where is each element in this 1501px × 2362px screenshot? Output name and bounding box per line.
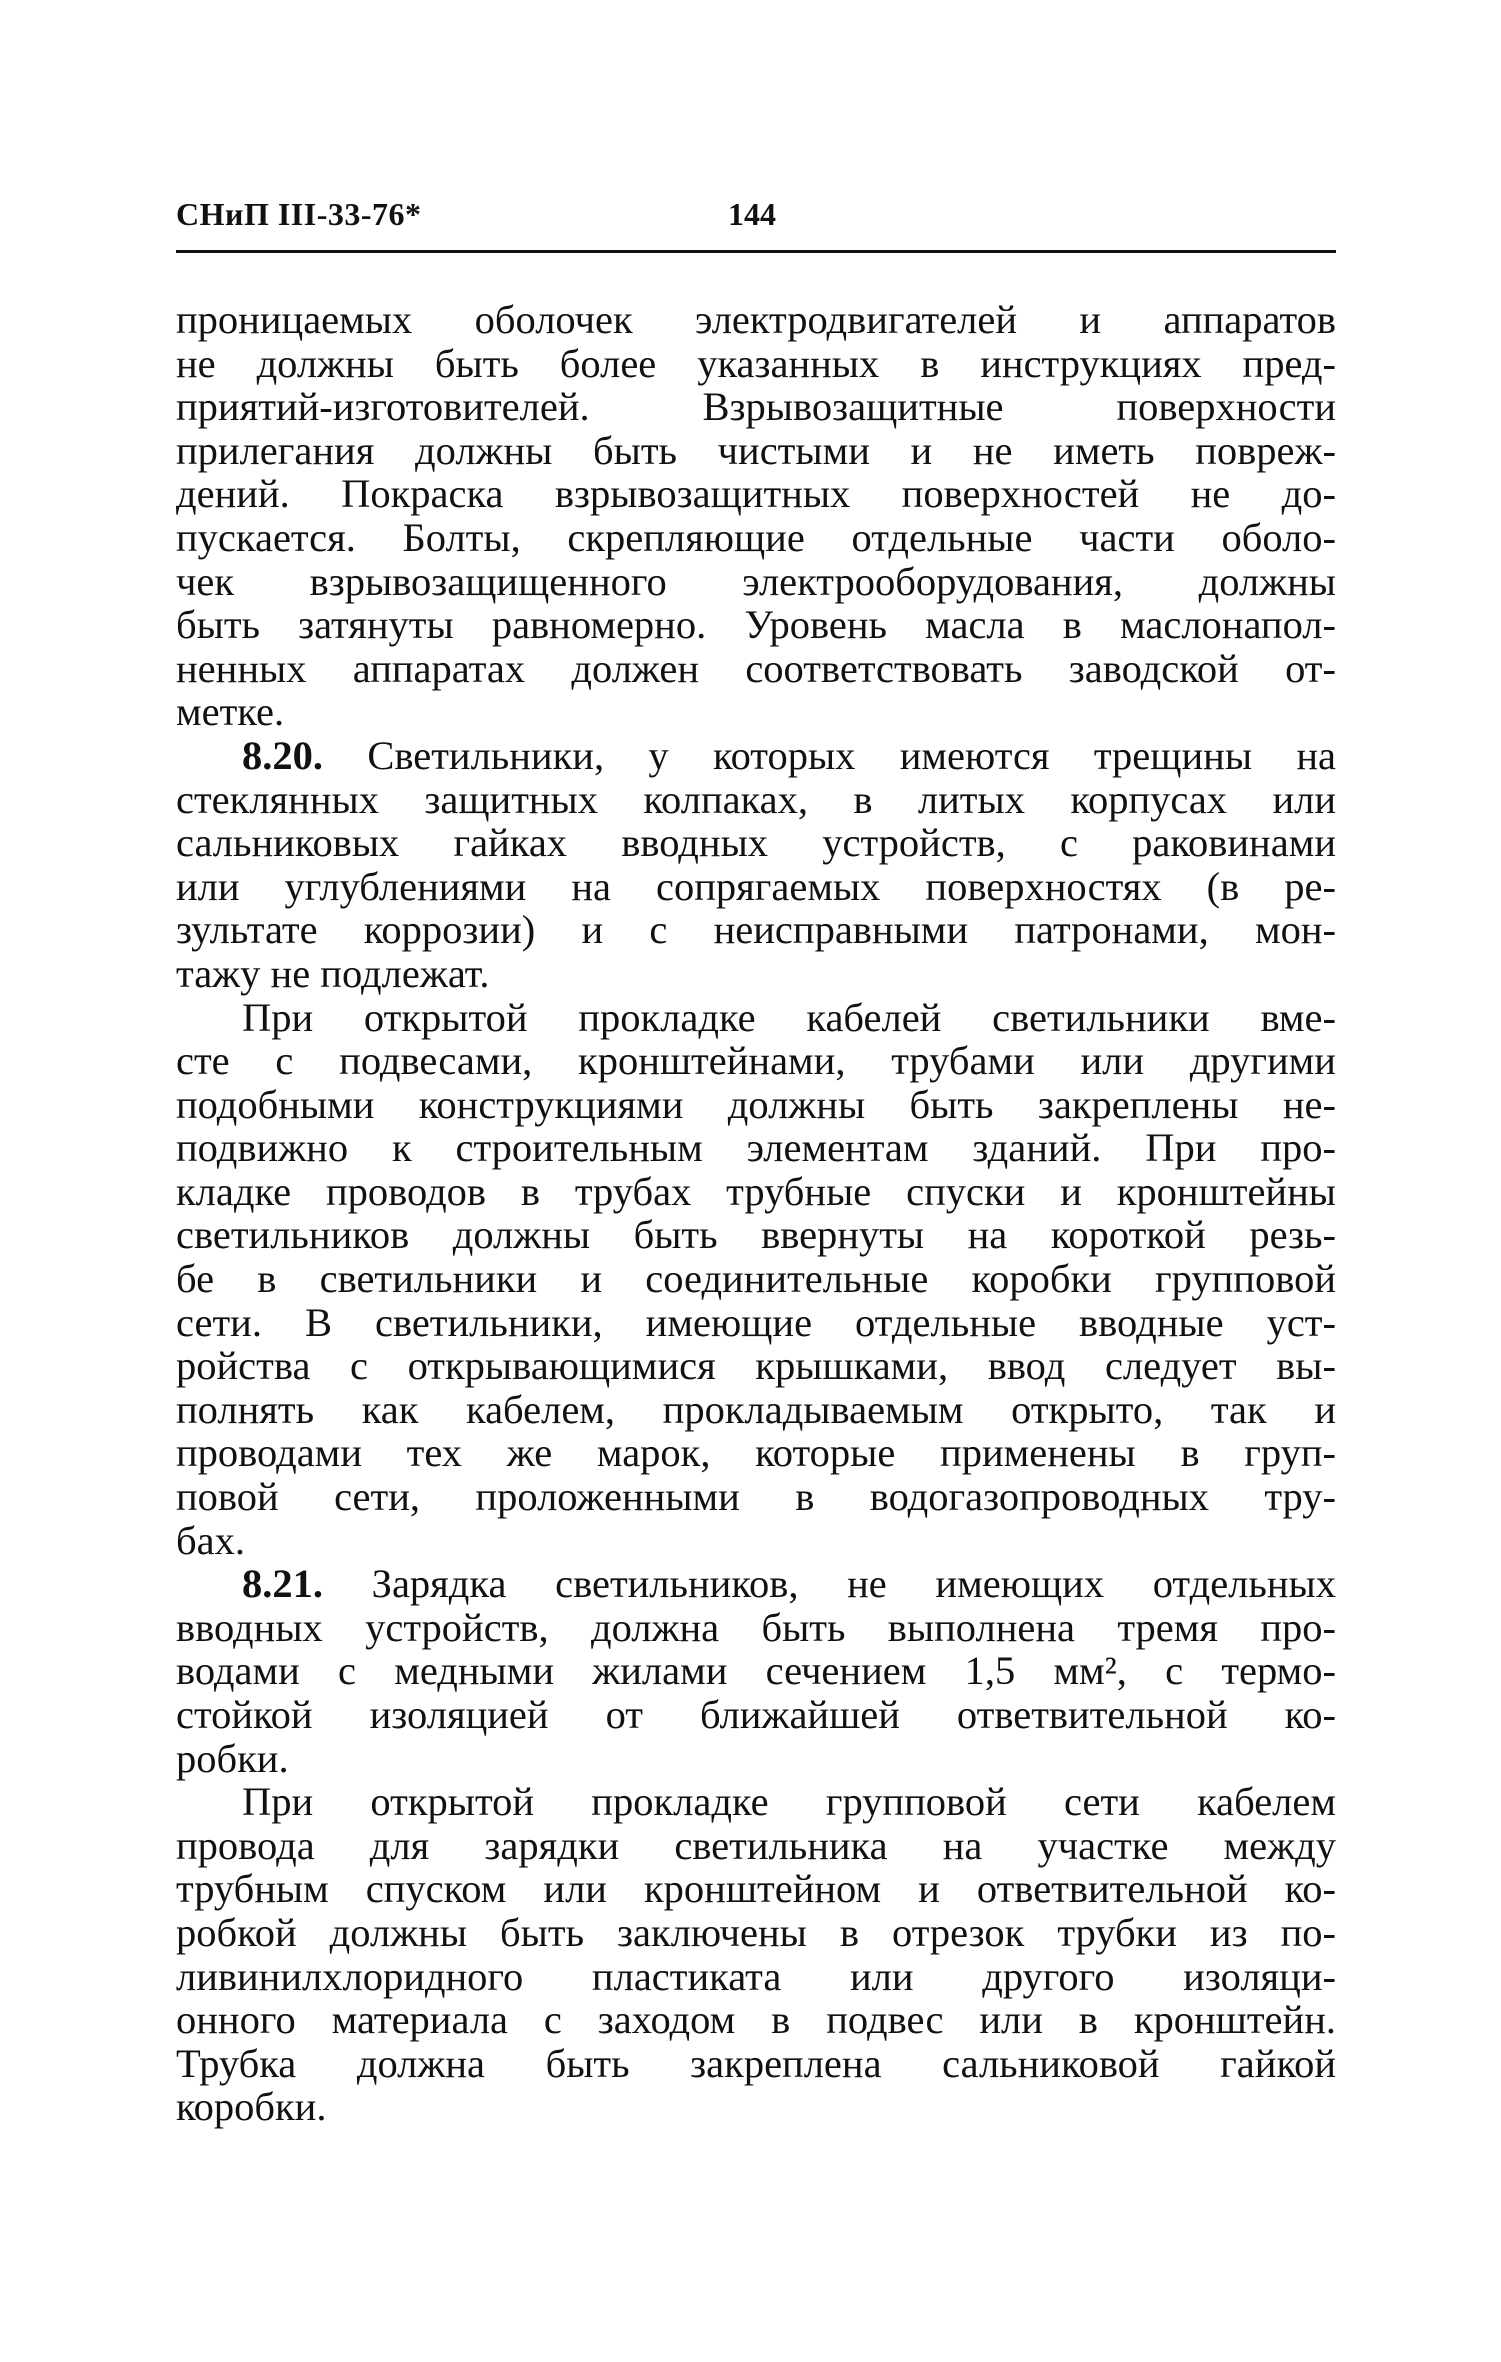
paragraph-start: При открытой прокладке групповой сети кабелем	[242, 1779, 1336, 1825]
text-line: зультате коррозии) и с неисправными патронами, мон-	[176, 907, 1336, 953]
header-rule	[176, 250, 1336, 253]
section-8-21-start: 8.21. Зарядка светильников, не имеющих отдельных	[242, 1561, 1336, 1607]
text-line: чек взрывозащищенного электрооборудования, должны	[176, 558, 1336, 604]
text-line: водами с медными жилами сечением 1,5 мм², с термо-	[176, 1648, 1336, 1694]
text-line: светильников должны быть ввернуты на короткой резь-	[176, 1212, 1336, 1258]
text-line: приятий-изготовителей. Взрывозащитные поверхности	[176, 384, 1336, 430]
text-line: сте с подвесами, кронштейнами, трубами или другими	[176, 1038, 1336, 1084]
document-code: СНиП III-33-76*	[176, 196, 422, 232]
text-line: коробки.	[176, 2084, 327, 2130]
section-number: 8.21.	[242, 1561, 323, 1607]
paragraph-start: При открытой прокладке кабелей светильники вме-	[242, 994, 1336, 1040]
text-line: трубным спуском или кронштейном и ответвительной ко-	[176, 1866, 1336, 1912]
text-line: стеклянных защитных колпаках, в литых корпусах или	[176, 776, 1336, 822]
text-line: или углублениями на сопрягаемых поверхностях (в ре-	[176, 863, 1336, 909]
text-line: ройства с открывающимися крышками, ввод следует вы-	[176, 1343, 1336, 1389]
text-line: вводных устройств, должна быть выполнена тремя про-	[176, 1604, 1336, 1650]
text-line: метке.	[176, 689, 285, 735]
text-line: быть затянуты равномерно. Уровень масла в маслонапол-	[176, 602, 1336, 648]
text-line: стойкой изоляцией от ближайшей ответвительной ко-	[176, 1692, 1336, 1737]
text-line: бах.	[176, 1517, 245, 1563]
text-line: бе в светильники и соединительные коробки групповой	[176, 1256, 1336, 1302]
text-line: полнять как кабелем, прокладываемым открыто, так и	[176, 1386, 1336, 1432]
text-line: подобными конструкциями должны быть закреплены не-	[176, 1081, 1336, 1127]
page-number: 144	[728, 196, 776, 232]
section-8-20-start: 8.20. Светильники, у которых имеются трещины на	[242, 732, 1336, 778]
text-line: прилегания должны быть чистыми и не иметь повреж-	[176, 427, 1336, 473]
body-text	[176, 298, 1336, 2129]
text-line: ненных аппаратах должен соответствовать заводской от-	[176, 645, 1336, 691]
text-line: подвижно к строительным элементам зданий. При про-	[176, 1125, 1336, 1171]
section-number: 8.20.	[242, 732, 323, 778]
text-line: кладке проводов в трубах трубные спуски и кронштейны	[176, 1168, 1336, 1214]
text-line: не должны быть более указанных в инструкциях пред-	[176, 340, 1336, 386]
text-line: Трубка должна быть закреплена сальниковой гайкой	[176, 2040, 1336, 2086]
text-line: ливинилхлоридного пластиката или другого изоляци-	[176, 1953, 1336, 1999]
text-line: дений. Покраска взрывозащитных поверхностей не до-	[176, 471, 1336, 517]
text-line: провода для зарядки светильника на участке между	[176, 1822, 1336, 1868]
text-line: сальниковых гайках вводных устройств, с раковинами	[176, 820, 1336, 866]
text-line: проницаемых оболочек электродвигателей и аппаратов	[176, 297, 1336, 342]
text-line: робки.	[176, 1735, 289, 1781]
text-line: пускается. Болты, скрепляющие отдельные части оболо-	[176, 514, 1336, 560]
text-line: тажу не подлежат.	[176, 950, 490, 996]
text-line: повой сети, проложенными в водогазопроводных тру-	[176, 1474, 1336, 1520]
text-line: проводами тех же марок, которые применены в груп-	[176, 1430, 1336, 1476]
text-line: робкой должны быть заключены в отрезок трубки из по-	[176, 1909, 1336, 1955]
text-line: онного материала с заходом в подвес или в кронштейн.	[176, 1997, 1336, 2043]
text-line: сети. В светильники, имеющие отдельные вводные уст-	[176, 1299, 1336, 1345]
page-header	[176, 196, 1336, 244]
